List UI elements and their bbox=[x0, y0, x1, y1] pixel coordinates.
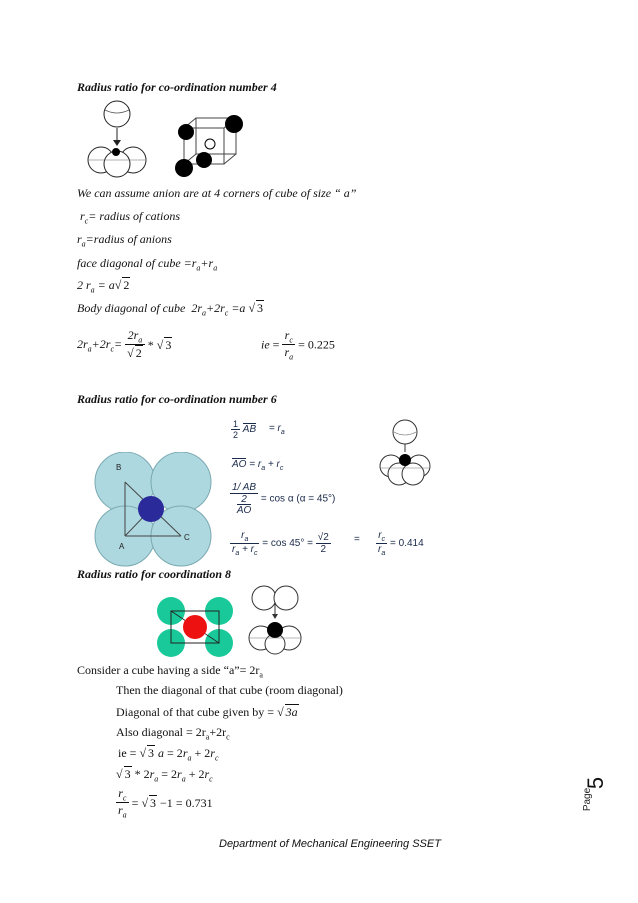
heading-cn8: Radius ratio for coordination 8 bbox=[77, 567, 232, 581]
page-number-box bbox=[582, 770, 612, 830]
tetrahedral-spheres-figure bbox=[83, 98, 153, 178]
label-a: A bbox=[119, 542, 125, 551]
cation-radius-def: $r_c=$ radius of cations bbox=[80, 209, 181, 226]
cn8-cube-side: Consider a cube having a side “a”= $2r_a$ bbox=[77, 663, 263, 680]
cubic-spheres-figure bbox=[246, 584, 308, 656]
heading-cn6: Radius ratio for co-ordination number 6 bbox=[77, 392, 277, 406]
cn8-also-diagonal: Also diagonal = $2r_a+2r_c$ bbox=[116, 725, 230, 742]
label-b: B bbox=[116, 463, 122, 472]
footer-department: Department of Mechanical Engineering SSET bbox=[219, 838, 441, 850]
octahedral-spheres-figure bbox=[378, 418, 438, 490]
octahedral-section-figure bbox=[94, 452, 214, 568]
formula-half-ab: $\frac{1}{2}$ AB = $r_a$ bbox=[233, 419, 285, 440]
cn8-diagonal-given: Diagonal of that cube given by = √ 3a bbox=[116, 705, 298, 719]
cn8-room-diagonal: Then the diagonal of that cube (room diagonal) bbox=[116, 683, 343, 697]
body-diagonal-eq: Body diagonal of cube $2r_a+2r_c =a$ √ 3 bbox=[77, 301, 264, 318]
cn8-eq1: ie = √ 3 $a = 2r_a + 2r_c$ bbox=[118, 746, 219, 763]
face-diagonal-value: 2 $r_a = a√$ 2 bbox=[77, 278, 130, 295]
formula-ao: AO = $r_a + r_c$ bbox=[232, 459, 284, 472]
formula-cos-alpha: 1/ AB 2 AO = cos α (α = 45°) bbox=[232, 482, 336, 516]
cubic-section-figure bbox=[154, 597, 236, 657]
face-diagonal-eq: face diagonal of cube $=r_a+r_a$ bbox=[77, 256, 218, 273]
formula-eq-sign: = bbox=[354, 534, 360, 545]
ratio-result-cn4: ie = $\frac{r_c}{r_a}$ = 0.225 bbox=[261, 328, 335, 362]
anion-radius-def: $r_a=radius$ of anions bbox=[77, 232, 172, 249]
page-label: Page bbox=[582, 787, 594, 812]
cn8-eq3: $\frac{r_c}{r_a}$ = √ 3 −1 = 0.731 bbox=[118, 786, 213, 820]
formula-ratio-0414: $\frac{r_c}{r_a}$ = 0.414 bbox=[378, 530, 424, 557]
formula-cos-45: $\frac{r_a}{r_a + r_c}$ = cos 45° = $\frac{√2}{2}$ bbox=[232, 530, 329, 557]
cn8-eq2: √ $3 * 2r_a = 2r_a + 2r_c$ bbox=[116, 767, 213, 784]
assumption-text: We can assume anion are at 4 corners of cube of size “ a” bbox=[77, 186, 357, 200]
label-c: C bbox=[184, 533, 190, 542]
ratio-derivation: $2r_a+2r_c=$ $\frac{2r_a}{√ 2}$ * √ 3 bbox=[77, 328, 172, 361]
cube-tetrahedral-figure bbox=[170, 112, 246, 178]
heading-cn4: Radius ratio for co-ordination number 4 bbox=[77, 80, 277, 94]
page-number: 5 bbox=[583, 776, 609, 790]
